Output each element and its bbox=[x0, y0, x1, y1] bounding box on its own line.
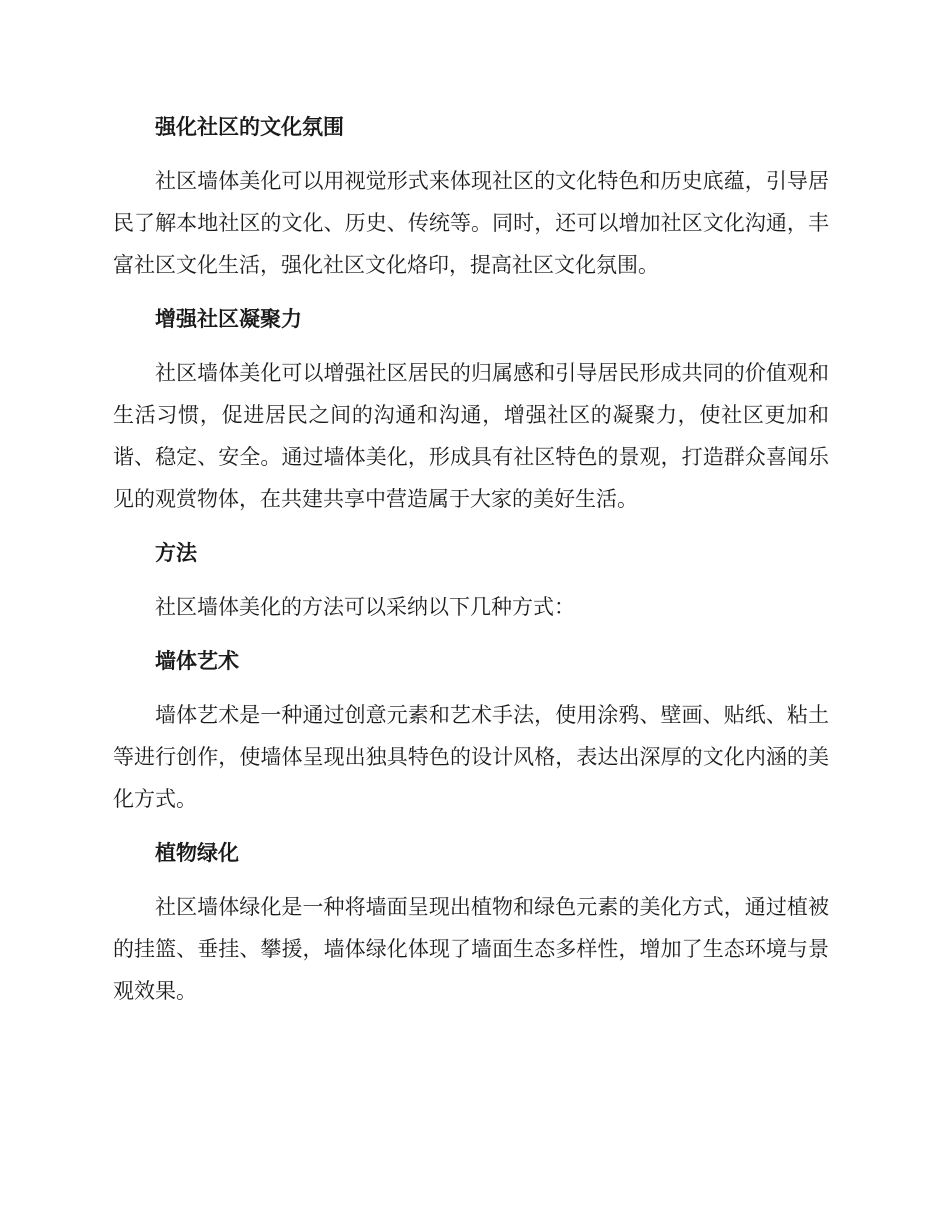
section-paragraph-greening: 社区墙体绿化是一种将墙面呈现出植物和绿色元素的美化方式，通过植被的挂篮、垂挂、攀援，墙体绿化体现了墙面生态多样性，增加了生态环境与景观效果。 bbox=[113, 895, 829, 1003]
section-paragraph-methods: 社区墙体美化的方法可以采纳以下几种方式： bbox=[155, 595, 575, 619]
section-heading-methods: 方法 bbox=[155, 541, 197, 565]
document-page bbox=[113, 106, 829, 1012]
section-heading-greening: 植物绿化 bbox=[155, 841, 239, 865]
section-heading-cohesion: 增强社区凝聚力 bbox=[155, 307, 302, 331]
section-heading-wall-art: 墙体艺术 bbox=[155, 649, 239, 673]
section-paragraph-cohesion: 社区墙体美化可以增强社区居民的归属感和引导居民形成共同的价值观和生活习惯，促进居民之间的沟通和沟通，增强社区的凝聚力，使社区更加和谐、稳定、安全。通过墙体美化，形成具有社区特色的景观，打造群众喜闻乐见的观赏物体，在共建共享中营造属于大家的美好生活。 bbox=[113, 361, 829, 511]
section-paragraph-wall-art: 墙体艺术是一种通过创意元素和艺术手法，使用涂鸦、壁画、贴纸、粘土等进行创作，使墙体呈现出独具特色的设计风格，表达出深厚的文化内涵的美化方式。 bbox=[113, 703, 829, 811]
section-heading-culture: 强化社区的文化氛围 bbox=[155, 115, 344, 139]
section-paragraph-culture: 社区墙体美化可以用视觉形式来体现社区的文化特色和历史底蕴，引导居民了解本地社区的文化、历史、传统等。同时，还可以增加社区文化沟通，丰富社区文化生活，强化社区文化烙印，提高社区文化氛围。 bbox=[113, 169, 829, 277]
